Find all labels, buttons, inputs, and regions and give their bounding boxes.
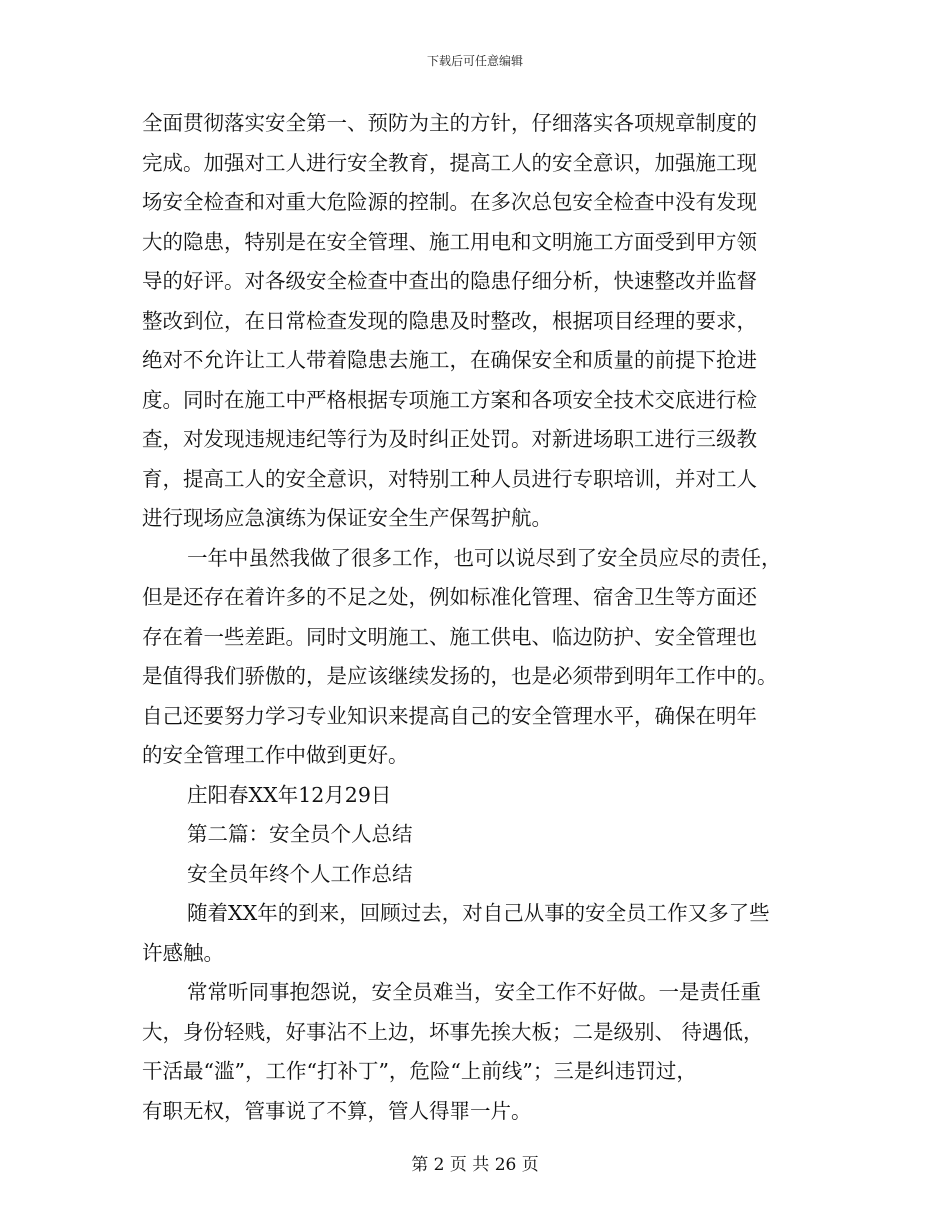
body-line: 整改到位，在日常检查发现的隐患及时整改，根据项目经理的要求， (142, 308, 757, 333)
body-line: 进行现场应急演练为保证安全生产保驾护航。 (142, 506, 552, 530)
body-line: 自己还要努力学习专业知识来提高自己的安全管理水平，确保在明年 (142, 703, 757, 728)
document-body (142, 104, 810, 1131)
body-line: 有职无权，管事说了不算，管人得罪一片。 (142, 1098, 532, 1123)
body-line: 但是还存在着许多的不足之处，例如标准化管理、宿舍卫生等方面还 (142, 585, 757, 609)
body-line: 许感触。 (142, 940, 224, 965)
body-line: 育，提高工人的安全意识，对特别工种人员进行专职培训，并对工人 (142, 466, 757, 491)
body-line: 大的隐患，特别是在安全管理、施工用电和文明施工方面受到甲方领 (142, 229, 757, 254)
body-line: 绝对不允许让工人带着隐患去施工，在确保安全和质量的前提下抢进 (142, 348, 757, 372)
body-line: 查，对发现违规违纪等行为及时纠正处罚。对新进场职工进行三级教 (142, 427, 757, 451)
body-line: 场安全检查和对重大危险源的控制。在多次总包安全检查中没有发现 (142, 190, 757, 214)
body-line: 导的好评。对各级安全检查中查出的隐患仔细分析，快速整改并监督 (142, 269, 757, 293)
body-line: 大，身份轻贱，好事沾不上边，坏事先挨大板；二是级别、 待遇低， (142, 1019, 764, 1044)
body-line: 完成。加强对工人进行安全教育，提高工人的安全意识，加强施工现 (142, 150, 757, 175)
body-line: 全面贯彻落实安全第一、预防为主的方针，仔细落实各项规章制度的 (142, 111, 757, 135)
body-line: 存在着一些差距。同时文明施工、施工供电、临边防护、安全管理也 (142, 624, 757, 649)
body-line: 度。同时在施工中严格根据专项施工方案和各项安全技术交底进行检 (142, 387, 757, 412)
body-line: 随着XX年的到来，回顾过去，对自己从事的安全员工作又多了些 (187, 901, 770, 925)
body-line: 常常听同事抱怨说，安全员难当，安全工作不好做。一是责任重 (187, 980, 761, 1004)
document-subtitle: 安全员年终个人工作总结 (187, 861, 413, 886)
page-number: 第 2 页 共 26 页 (411, 1155, 539, 1175)
body-line: 一年中虽然我做了很多工作，也可以说尽到了安全员应尽的责任， (187, 545, 782, 570)
section-heading: 第二篇：安全员个人总结 (187, 822, 413, 846)
page-header: 下载后可任意编辑 (426, 54, 523, 68)
body-line: 的安全管理工作中做到更好。 (142, 743, 409, 767)
signature-date: 庄阳春XX年12月29日 (187, 782, 392, 807)
body-line: 是值得我们骄傲的，是应该继续发扬的，也是必须带到明年工作中的。 (142, 664, 778, 688)
body-line: 干活最“滥”，工作“打补丁”，危险“上前线”；三是纠违罚过， (142, 1059, 697, 1083)
